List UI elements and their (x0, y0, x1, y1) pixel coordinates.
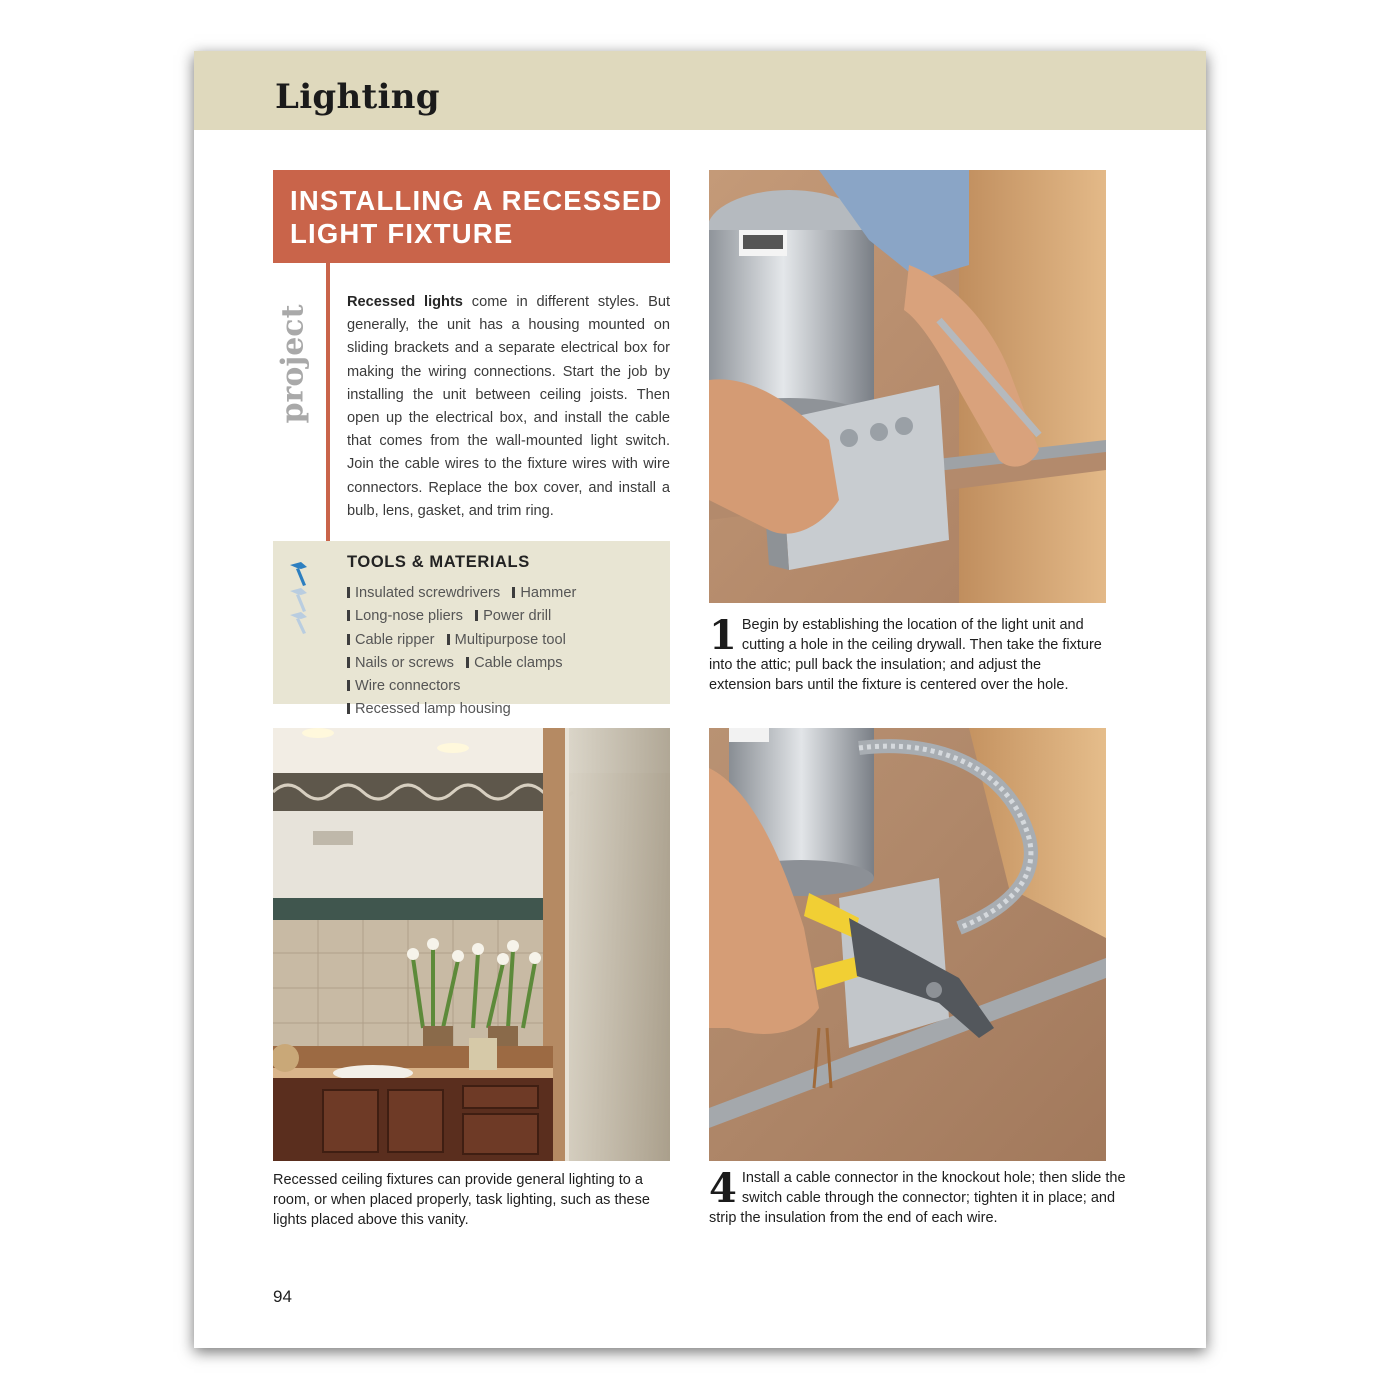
step-1-number: 1 (709, 612, 737, 659)
tools-materials-box (273, 541, 670, 718)
bathroom-vanity-photo (273, 728, 670, 1161)
hammer-rating-icon (285, 559, 313, 637)
tools-list (347, 582, 655, 722)
step-4-body: Install a cable connector in the knockout hole; then slide the switch cable through the connector; tighten it in place; and strip the insulation from the end of each wire. (709, 1170, 1126, 1226)
vanity-photo-caption: Recessed ceiling fixtures can provide general lighting to a room, or when placed properly, task lighting, such as these lights placed above this vanity. (273, 1172, 650, 1228)
tool-item: Nails or screws (347, 655, 454, 671)
step-4-number: 4 (709, 1165, 737, 1212)
tool-item: Wire connectors (347, 678, 460, 694)
project-title-box (273, 170, 670, 263)
project-intro (347, 291, 670, 523)
intro-body: come in different styles. But generally, the unit has a housing mounted on sliding brackets and a separate electrical box for making the wiring connections. Start the job by installing the unit between ceiling joists. Then open up the electrical box, and install the cable that comes from the wall-mounted light switch. Join the cable wires to the fixture wires with wire connectors. Replace the box cover, and install a bulb, lens, gasket, and trim ring. (347, 294, 670, 519)
fixture-installation-photo (709, 170, 1106, 603)
wire-stripping-photo (709, 728, 1106, 1161)
step-4-text (709, 1165, 1129, 1228)
tool-item: Multipurpose tool (447, 632, 566, 648)
section-title: Lighting (275, 77, 440, 117)
project-title-line-2: LIGHT FIXTURE (290, 218, 514, 249)
tool-item: Cable clamps (466, 655, 562, 671)
tool-item: Hammer (512, 585, 576, 601)
section-header-band (194, 51, 1206, 130)
tool-item: Long-nose pliers (347, 608, 463, 624)
project-side-label (272, 294, 314, 434)
step-1-body: Begin by establishing the location of the light unit and cutting a hole in the ceiling drywall. Then take the fixture into the attic; pull back the insulation; and adjust the extension bars until the fixture is centered over the hole. (709, 617, 1102, 693)
project-label-text: project (275, 304, 311, 424)
book-page (194, 51, 1206, 1348)
page-number: 94 (273, 1287, 292, 1306)
tool-item: Power drill (475, 608, 551, 624)
tool-item: Cable ripper (347, 632, 435, 648)
tool-item: Recessed lamp housing (347, 701, 511, 717)
intro-lead: Recessed lights (347, 294, 463, 310)
tool-item: Insulated screwdrivers (347, 585, 500, 601)
project-title-line-1: INSTALLING A RECESSED (290, 185, 663, 216)
project-title (290, 184, 663, 250)
step-1-text (709, 612, 1106, 695)
tools-title: TOOLS & MATERIALS (347, 553, 530, 571)
